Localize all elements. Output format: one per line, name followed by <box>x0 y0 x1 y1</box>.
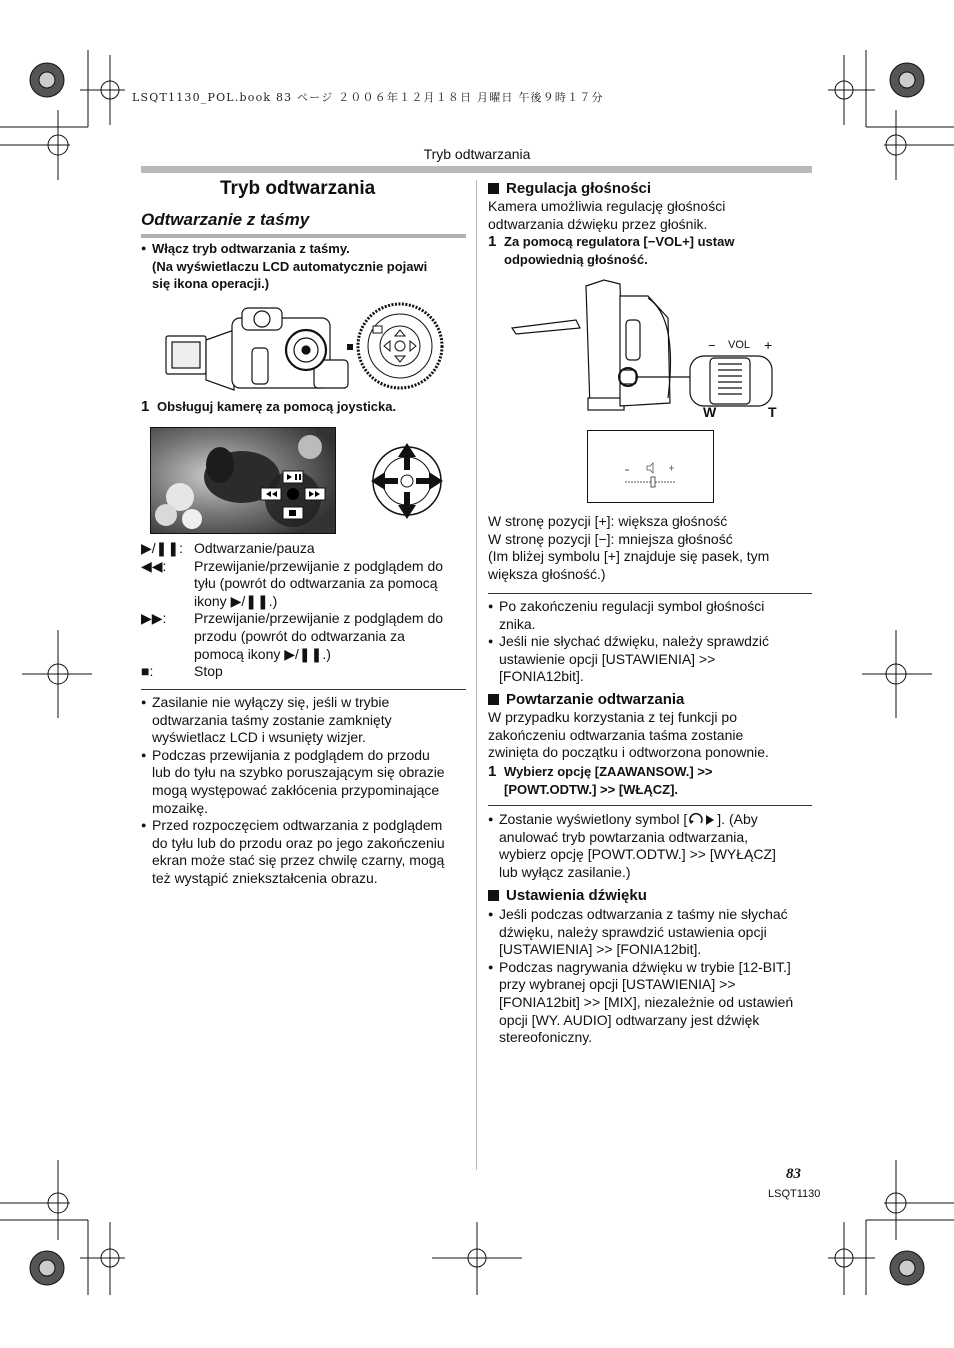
volume-note-line: znika. <box>499 615 536 632</box>
repeat-rule <box>488 805 812 806</box>
legend-description-line: Stop <box>194 663 223 680</box>
legend-description-line: ikony ▶/❚❚.) <box>194 592 278 609</box>
doc-code: LSQT1130 <box>768 1188 821 1200</box>
volume-intro-line: odtwarzania dźwięku przez głośnik. <box>488 215 708 232</box>
sound-note-line: ● Jeśli podczas odtwarzania z taśmy nie słychać <box>488 906 818 924</box>
repeat-note-line: anulować tryb powtarzania odtwarzania, <box>499 828 749 845</box>
volume-step-line: Za pomocą regulatora [−VOL+] ustaw <box>504 234 735 249</box>
vol-plus-label: + <box>764 337 773 353</box>
legend-description <box>194 558 464 611</box>
repeat-intro-line: zakończeniu odtwarzania taśma zostanie <box>488 726 744 743</box>
running-head: Tryb odtwarzania <box>423 146 531 162</box>
repeat-step-number: 1 <box>488 763 497 780</box>
left-note-line: odtwarzania taśmy zostanie zamknięty <box>152 711 392 728</box>
volume-intro-line: Kamera umożliwia regulację głośności <box>488 198 726 214</box>
volume-bar-screen <box>587 430 714 503</box>
stop-icon <box>289 510 296 516</box>
legend-description <box>194 540 464 558</box>
heading-volume: Regulacja głośności <box>488 180 651 197</box>
volume-notes <box>488 598 818 686</box>
column-divider <box>476 180 477 1170</box>
volume-intro <box>488 198 808 233</box>
volume-note-line: [FONIA12bit]. <box>499 668 584 685</box>
sound-note-line: [FONIA12bit] >> [MIX], niezależnie od ustawień <box>499 993 794 1010</box>
left-note-line: lub do tyłu na szybko poruszającym się obrazie <box>152 764 445 781</box>
repeat-intro <box>488 709 818 762</box>
intro-bullet: ● Włącz tryb odtwarzania z taśmy. <box>141 240 471 258</box>
sound-note-line: ● Podczas nagrywania dźwięku w trybie [12-BIT.] <box>488 959 818 977</box>
left-notes <box>141 694 471 888</box>
zoom-w-label: W <box>703 404 717 420</box>
legend-description-line: przodu (powrót do odtwarzania za <box>194 627 405 644</box>
page-number: 83 <box>786 1166 801 1182</box>
repeat-note-text-b: ]. (Aby <box>717 811 758 827</box>
section-subtitle: Odtwarzanie z taśmy <box>141 210 310 229</box>
intro-instruction <box>141 240 471 293</box>
left-note-line: do tyłu lub do przodu oraz po jego zakończeniu <box>152 834 445 851</box>
repeat-note-text-a: Zostanie wyświetlony symbol [ <box>499 811 688 827</box>
legend-symbol: ■: <box>141 663 154 680</box>
sound-note-line: przy wybranej opcji [USTAWIENIA] >> <box>499 976 736 993</box>
legend-description <box>194 663 464 681</box>
left-note-line: też wystąpić zniekształcenia obrazu. <box>152 869 378 886</box>
legend-description-line: pomocą ikony ▶/❚❚.) <box>194 645 331 662</box>
volume-after-line: W stronę pozycji [−]: mniejsza głośność <box>488 530 733 547</box>
left-note-line: mogą występować zakłócenia przypominające <box>152 781 440 798</box>
vol-minus-label: − <box>708 338 716 353</box>
legend-description-line: Przewijanie/przewijanie z podglądem do <box>194 557 444 574</box>
volume-step-line: odpowiednią głośność. <box>504 251 648 267</box>
joystick-arrows-illustration <box>370 440 446 520</box>
intro-note-1: (Na wyświetlaczu LCD automatycznie pojawi <box>152 258 428 274</box>
repeat-note-line1 <box>488 811 818 829</box>
left-note-line: ekran może stać się przez chwilę czarny, mogą <box>152 852 445 869</box>
repeat-note <box>488 811 818 881</box>
volume-step <box>488 233 808 268</box>
sound-note-line: dźwięku, należy sprawdzić ustawienia opcji <box>499 923 767 940</box>
left-note-line: mozaikę. <box>152 799 209 816</box>
volume-after-line: (Im bliżej symbolu [+] znajduje się pasek, tym <box>488 548 770 565</box>
repeat-step-line: Wybierz opcję [ZAAWANSOW.] >> <box>504 764 713 779</box>
legend-description-line: Odtwarzanie/pauza <box>194 540 315 556</box>
camera-joystick-illustration <box>164 300 444 392</box>
sound-note-line: [USTAWIENIA] >> [FONIA12bit]. <box>499 941 702 958</box>
vol-label: VOL <box>728 339 751 351</box>
leader-dot <box>347 344 353 350</box>
volume-note-line: ustawienie opcji [USTAWIENIA] >> <box>499 650 716 667</box>
step1-number: 1 <box>141 398 150 415</box>
legend-description-line: Przewijanie/przewijanie z podglądem do <box>194 610 444 627</box>
left-note-line: ● Podczas przewijania z podglądem do przodu <box>141 747 471 765</box>
left-rule <box>141 689 466 690</box>
repeat-intro-line: zwinięta do początku i odtworzona ponownie. <box>488 744 769 761</box>
page-title: Tryb odtwarzania <box>220 178 376 199</box>
left-note-line: ● Przed rozpoczęciem odtwarzania z podglądem <box>141 817 471 835</box>
heading-sound: Ustawienia dźwięku <box>488 887 647 904</box>
sound-note-line: stereofoniczny. <box>499 1029 593 1046</box>
intro-note-2: się ikona operacji.) <box>152 276 270 291</box>
legend-symbol: ▶▶: <box>141 610 167 627</box>
volume-note-line: ● Po zakończeniu regulacji symbol głośności <box>488 598 818 616</box>
print-header: LSQT1130_POL.book 83 ページ ２００６年１２月１８日 月曜日 午後９時１７分 <box>132 91 604 104</box>
sound-note-line: opcji [WY. AUDIO] odtwarzany jest dźwięk <box>499 1011 760 1028</box>
subtitle-bar <box>141 234 466 238</box>
repeat-note-line: wybierz opcję [POWT.ODTW.] >> [WYŁĄCZ] <box>499 846 776 863</box>
volume-after-line: większa głośność.) <box>488 565 606 582</box>
left-note-line: ● Zasilanie nie wyłączy się, jeśli w trybie <box>141 694 471 712</box>
repeat-intro-line: W przypadku korzystania z tej funkcji po <box>488 709 737 725</box>
volume-after-line: W stronę pozycji [+]: większa głośność <box>488 513 728 529</box>
sound-notes <box>488 906 818 1047</box>
repeat-step <box>488 763 808 798</box>
legend-symbol: ◀◀: <box>141 557 167 574</box>
legend-description <box>194 610 464 663</box>
volume-note-line: ● Jeśli nie słychać dźwięku, należy sprawdzić <box>488 633 818 651</box>
volume-rule <box>488 593 812 594</box>
lcd-playback-photo <box>150 427 336 534</box>
legend-description-line: tyłu (powrót do odtwarzania za pomocą <box>194 575 438 592</box>
header-bar <box>141 166 812 173</box>
legend-symbol: ▶/❚❚: <box>141 540 184 556</box>
repeat-playback-icon <box>687 813 717 827</box>
repeat-step-line: [POWT.ODTW.] >> [WŁĄCZ]. <box>504 781 679 797</box>
heading-repeat: Powtarzanie odtwarzania <box>488 691 684 708</box>
volume-step-number: 1 <box>488 233 497 250</box>
left-note-line: wyświetlacz LCD i wsunięty wizjer. <box>152 729 366 746</box>
step1 <box>141 398 396 415</box>
step1-text: Obsługuj kamerę za pomocą joysticka. <box>156 399 397 414</box>
volume-after <box>488 513 818 583</box>
zoom-t-label: T <box>768 404 777 420</box>
repeat-note-line: lub wyłącz zasilanie.) <box>499 863 631 880</box>
